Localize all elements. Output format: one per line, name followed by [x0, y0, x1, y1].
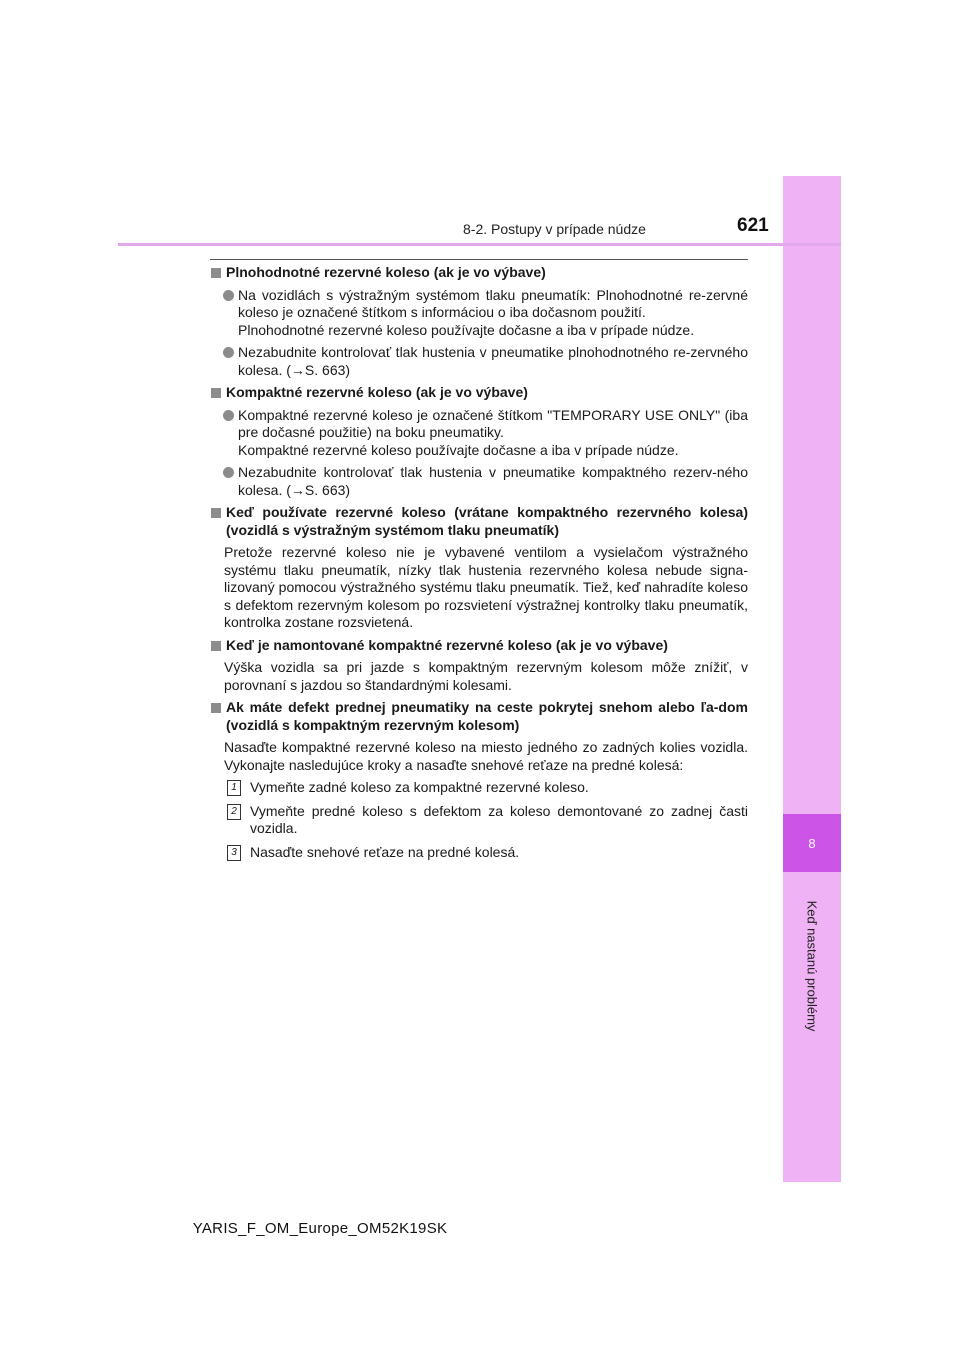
paragraph: Pretože rezervné koleso nie je vybavené ventilom a vysielačom výstražného systému tlaku pneumatík, nízky tlak hustenia rezervného kolesa nebude signa-lizovaný pomocou výstražného systému tlaku pneumatík. Tiež, keď nahradíte koleso s defektom rezervným kolesom po rozsvietení výstražnej kontrolky tlaku pneumatík, kontrolka zostane rozsvietená.	[224, 544, 748, 630]
list-item: Nezabudnite kontrolovať tlak hustenia v pneumatike kompaktného rezerv-ného kolesa. (→S. 663)	[210, 464, 748, 499]
list-item: Kompaktné rezervné koleso je označené štítkom "TEMPORARY USE ONLY" (iba pre dočasné použitie) na boku pneumatiky. Kompaktné rezervné koleso používajte dočasne a iba v prípade núdze.	[210, 407, 748, 460]
list-item: Nezabudnite kontrolovať tlak hustenia v pneumatike plnohodnotného re-zervného kolesa. (→S. 663)	[210, 344, 748, 379]
page-number: 621	[737, 215, 769, 236]
square-bullet-icon	[211, 703, 221, 713]
circle-bullet-icon	[223, 290, 234, 301]
section-heading: Plnohodnotné rezervné koleso (ak je vo výbave)	[210, 264, 748, 282]
section-heading: Keď používate rezervné koleso (vrátane kompaktného rezervného kolesa) (vozidlá s výstražným systémom tlaku pneumatík)	[210, 504, 748, 539]
circle-bullet-icon	[223, 410, 234, 421]
header-divider	[118, 243, 841, 246]
document-footer: YARIS_F_OM_Europe_OM52K19SK	[192, 1220, 448, 1237]
step-item: 3 Nasaďte snehové reťaze na predné kolesá.	[210, 844, 748, 862]
paragraph: Nasaďte kompaktné rezervné koleso na miesto jedného zo zadných kolies vozidla. Vykonajte nasledujúce kroky a nasaďte snehové reťaze na predné kolesá:	[224, 739, 748, 773]
content-top-rule	[210, 259, 748, 260]
step-number: 2	[227, 804, 241, 820]
chapter-title: Keď nastanú problémy	[804, 900, 820, 1032]
header-section-title: 8-2. Postupy v prípade núdze	[463, 221, 646, 237]
paragraph: Výška vozidla sa pri jazde s kompaktným rezervným kolesom môže znížiť, v porovnaní s jazdou so štandardnými kolesami.	[224, 659, 748, 693]
section-heading: Ak máte defekt prednej pneumatiky na ceste pokrytej snehom alebo ľa-dom (vozidlá s kompaktným rezervným kolesom)	[210, 699, 748, 734]
chapter-number: 8	[783, 814, 841, 872]
square-bullet-icon	[211, 508, 221, 518]
chapter-side-tab	[783, 176, 841, 1182]
square-bullet-icon	[211, 388, 221, 398]
circle-bullet-icon	[223, 347, 234, 358]
list-item: Na vozidlách s výstražným systémom tlaku pneumatík: Plnohodnotné re-zervné koleso je označené štítkom s informáciou o iba dočasnom použití. Plnohodnotné rezervné koleso používajte dočasne a iba v prípade núdze.	[210, 287, 748, 340]
page-content	[210, 264, 748, 867]
step-number: 1	[227, 780, 241, 796]
square-bullet-icon	[211, 268, 221, 278]
square-bullet-icon	[211, 641, 221, 651]
circle-bullet-icon	[223, 467, 234, 478]
step-item: 1 Vymeňte zadné koleso za kompaktné rezervné koleso.	[210, 779, 748, 797]
section-heading: Kompaktné rezervné koleso (ak je vo výbave)	[210, 384, 748, 402]
step-number: 3	[227, 845, 241, 861]
section-heading: Keď je namontované kompaktné rezervné koleso (ak je vo výbave)	[210, 637, 748, 655]
step-item: 2 Vymeňte predné koleso s defektom za koleso demontované zo zadnej časti vozidla.	[210, 803, 748, 838]
